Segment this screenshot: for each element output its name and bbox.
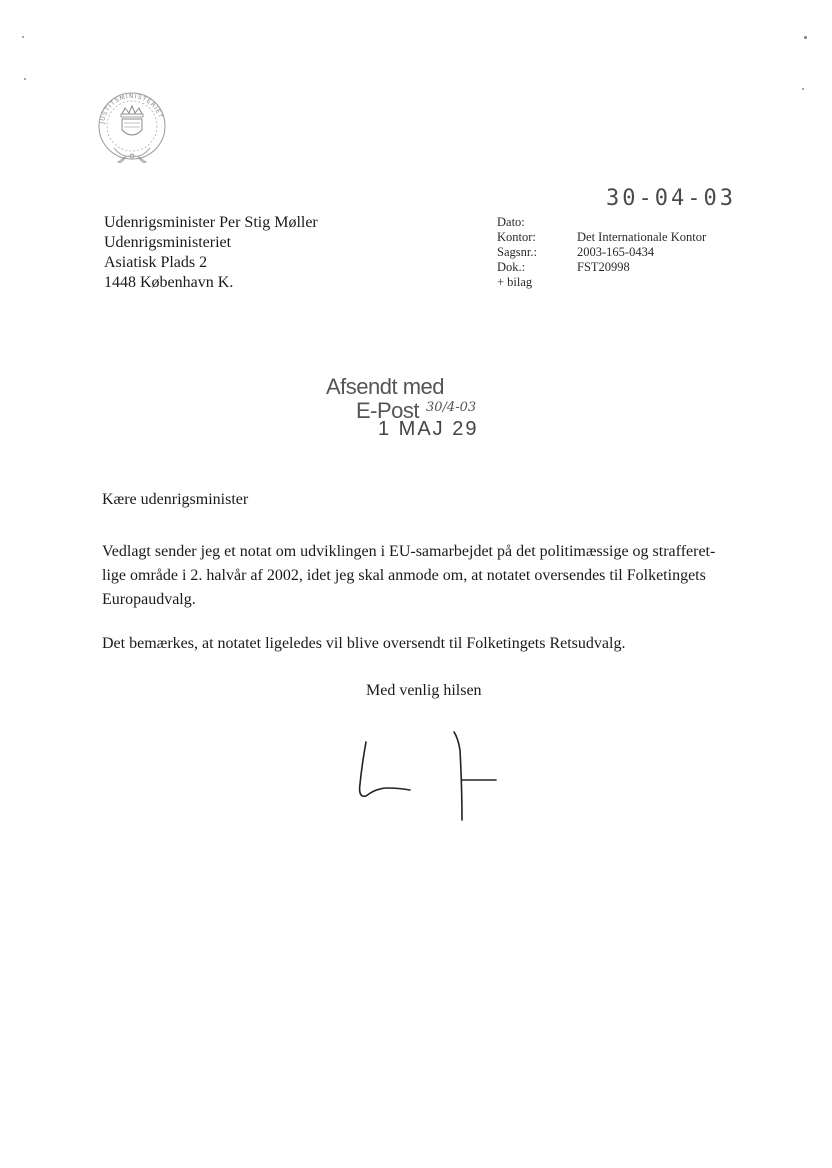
recipient-city: 1448 København K. [104,274,234,291]
scan-speck [22,36,24,38]
received-date-stamp: 30-04-03 [606,186,736,211]
meta-label-dok: Dok.: [497,260,526,274]
recipient-address [104,213,318,293]
meta-value-dok: FST20998 [577,260,630,274]
salutation: Kære udenrigsminister [102,491,249,508]
scan-speck [802,88,804,90]
scan-speck [24,78,26,80]
email-stamp-line1: Afsendt med [326,374,445,399]
scan-speck [804,36,807,39]
meta-label-dato: Dato: [497,215,525,229]
paragraph-2: Det bemærkes, at notatet ligeledes vil blive oversendt til Folketingets Retsudvalg. [102,635,626,652]
paragraph-1-line: lige område i 2. halvår af 2002, idet jeg skal anmode om, at notatet oversendes til Folketingets [102,567,706,584]
royal-crest-seal-icon [92,86,172,172]
email-stamp-line2: E-Post [356,398,420,423]
email-stamp-line3: 1 MAJ 29 [378,418,479,440]
svg-text:JUSTITSMINISTERIET: JUSTITSMINISTERIET [99,92,164,125]
meta-label-kontor: Kontor: [497,230,536,244]
recipient-name: Udenrigsminister Per Stig Møller [104,214,318,231]
recipient-street: Asiatisk Plads 2 [104,254,208,271]
paragraph-1-line: Europaudvalg. [102,591,196,608]
closing: Med venlig hilsen [366,682,482,699]
meta-label-sagsnr: Sagsnr.: [497,245,537,259]
meta-values [577,230,706,275]
paragraph-1-line: Vedlagt sender jeg et notat om udviklingen i EU-samarbejdet på det politimæssige og strafferet- [102,543,716,560]
recipient-ministry: Udenrigsministeriet [104,234,232,251]
email-stamp-handwritten-date: 30/4-03 [426,400,477,415]
meta-labels [497,215,537,290]
meta-value-kontor: Det Internationale Kontor [577,230,707,244]
meta-value-sagsnr: 2003-165-0434 [577,245,655,259]
handwritten-signature-icon [336,728,516,828]
meta-label-bilag: + bilag [497,275,533,289]
paragraph-1 [102,540,752,612]
